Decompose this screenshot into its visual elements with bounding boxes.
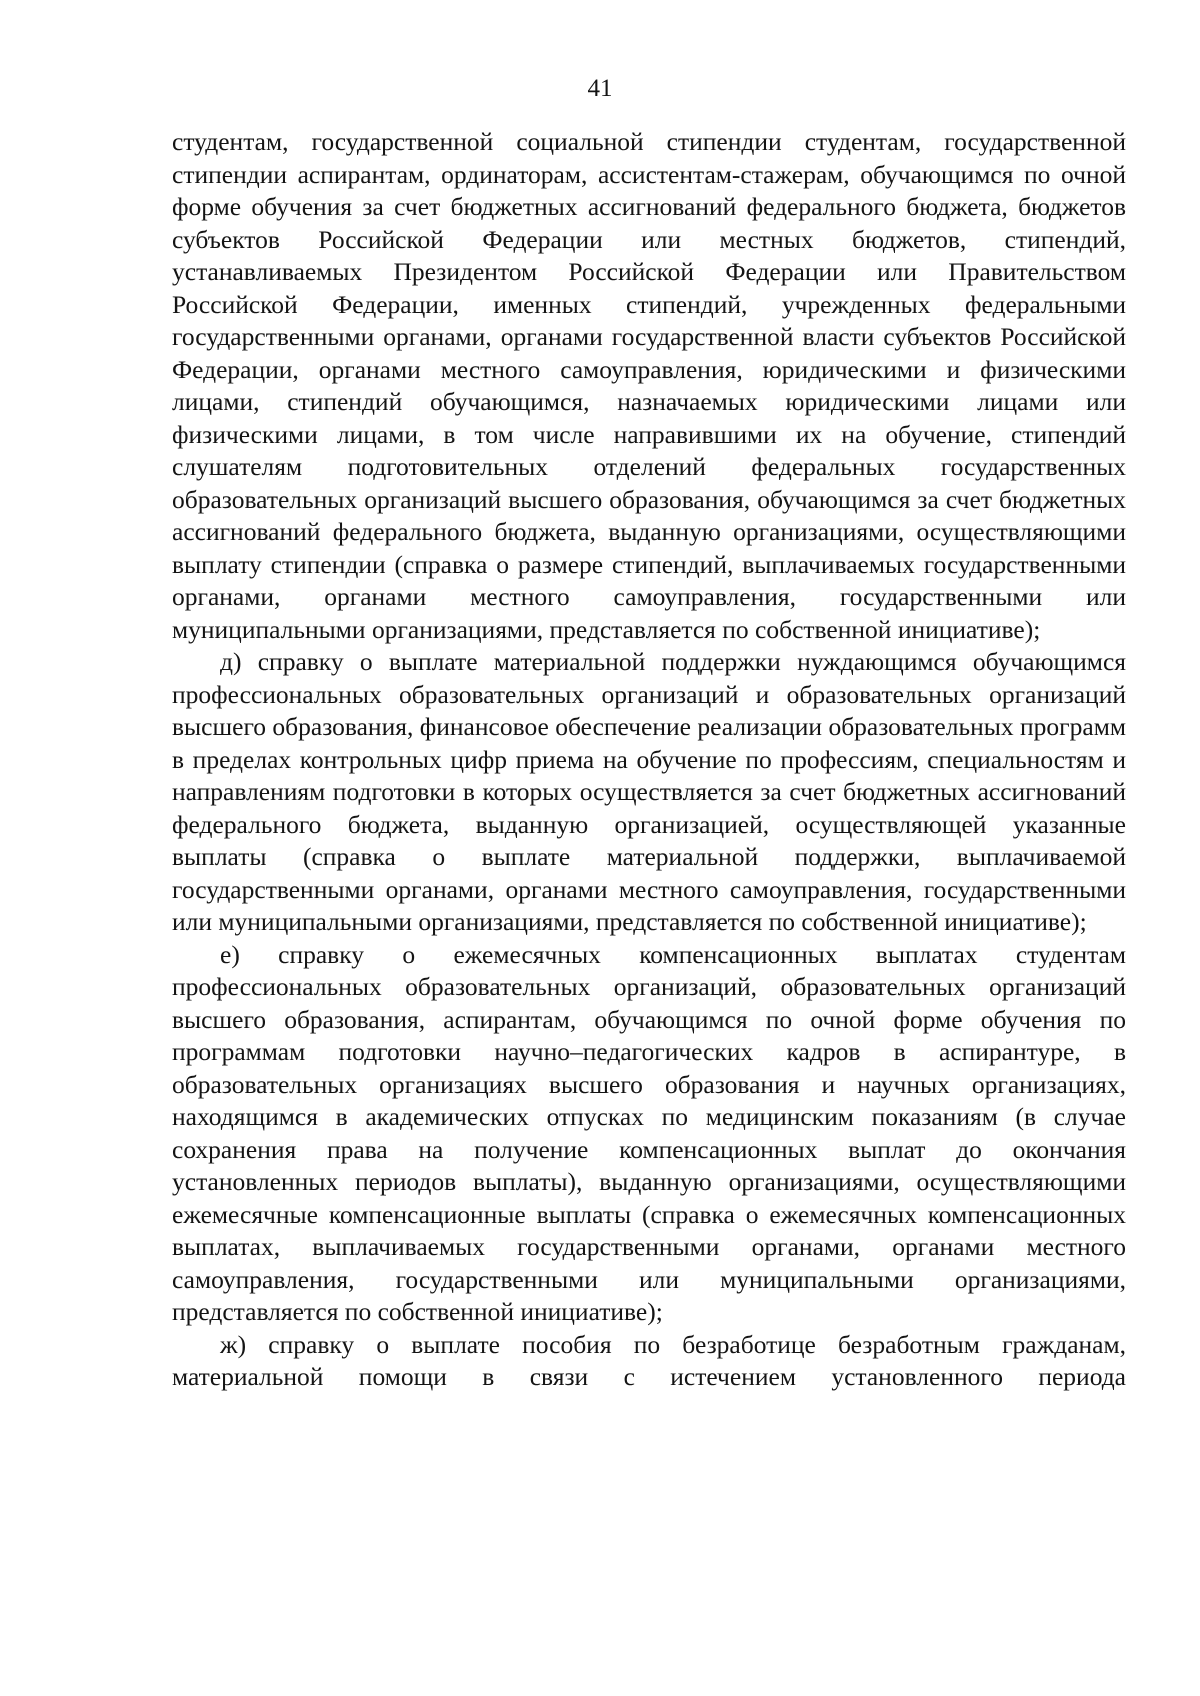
document-body <box>172 126 1126 1394</box>
paragraph-continuation: студентам, государственной социальной стипендии студентам, государственной стипендии аспирантам, ординаторам, ассистентам-стажерам, обучающимся по очной форме обучения за счет бюджетных ассигнований федерального бюджета, бюджетов субъектов Российской Федерации или местных бюджетов, стипендий, устанавливаемых Президентом Российской Федерации или Правительством Российской Федерации, именных стипендий, учрежденных федеральными государственными органами, органами государственной власти субъектов Российской Федерации, органами местного самоуправления, юридическими и физическими лицами, стипендий обучающимся, назначаемых юридическими лицами или физическими лицами, в том числе направившими их на обучение, стипендий слушателям подготовительных отделений федеральных государственных образовательных организаций высшего образования, обучающимся за счет бюджетных ассигнований федерального бюджета, выданную организациями, осуществляющими выплату стипендии (справка о размере стипендий, выплачиваемых государственными органами, органами местного самоуправления, государственными или муниципальными организациями, представляется по собственной инициативе); <box>172 127 1126 644</box>
paragraph-item-e: е) справку о ежемесячных компенсационных выплатах студентам профессиональных образовательных организаций, образовательных организаций высшего образования, аспирантам, обучающимся по очной форме обучения по программам подготовки научно–педагогических кадров в аспирантуре, в образовательных организациях высшего образования и научных организациях, находящимся в академических отпусках по медицинским показаниям (в случае сохранения права на получение компенсационных выплат до окончания установленных периодов выплаты), выданную организациями, осуществляющими ежемесячные компенсационные выплаты (справка о ежемесячных компенсационных выплатах, выплачиваемых государственными органами, органами местного самоуправления, государственными или муниципальными организациями, представляется по собственной инициативе); <box>172 939 1126 1326</box>
paragraph-item-d: д) справку о выплате материальной поддержки нуждающимся обучающимся профессиональных образовательных организаций и образовательных организаций высшего образования, финансовое обеспечение реализации образовательных программ в пределах контрольных цифр приема на обучение по профессиям, специальностям и направлениям подготовки в которых осуществляется за счет бюджетных ассигнований федерального бюджета, выданную организацией, осуществляющей указанные выплаты (справка о выплате материальной поддержки, выплачиваемой государственными органами, органами местного самоуправления, государственными или муниципальными организациями, представляется по собственной инициативе); <box>172 647 1126 936</box>
paragraph-item-zh: ж) справку о выплате пособия по безработице безработным гражданам, материальной помощи в связи с истечением установленного периода <box>172 1329 1126 1391</box>
page-number: 41 <box>587 75 613 102</box>
